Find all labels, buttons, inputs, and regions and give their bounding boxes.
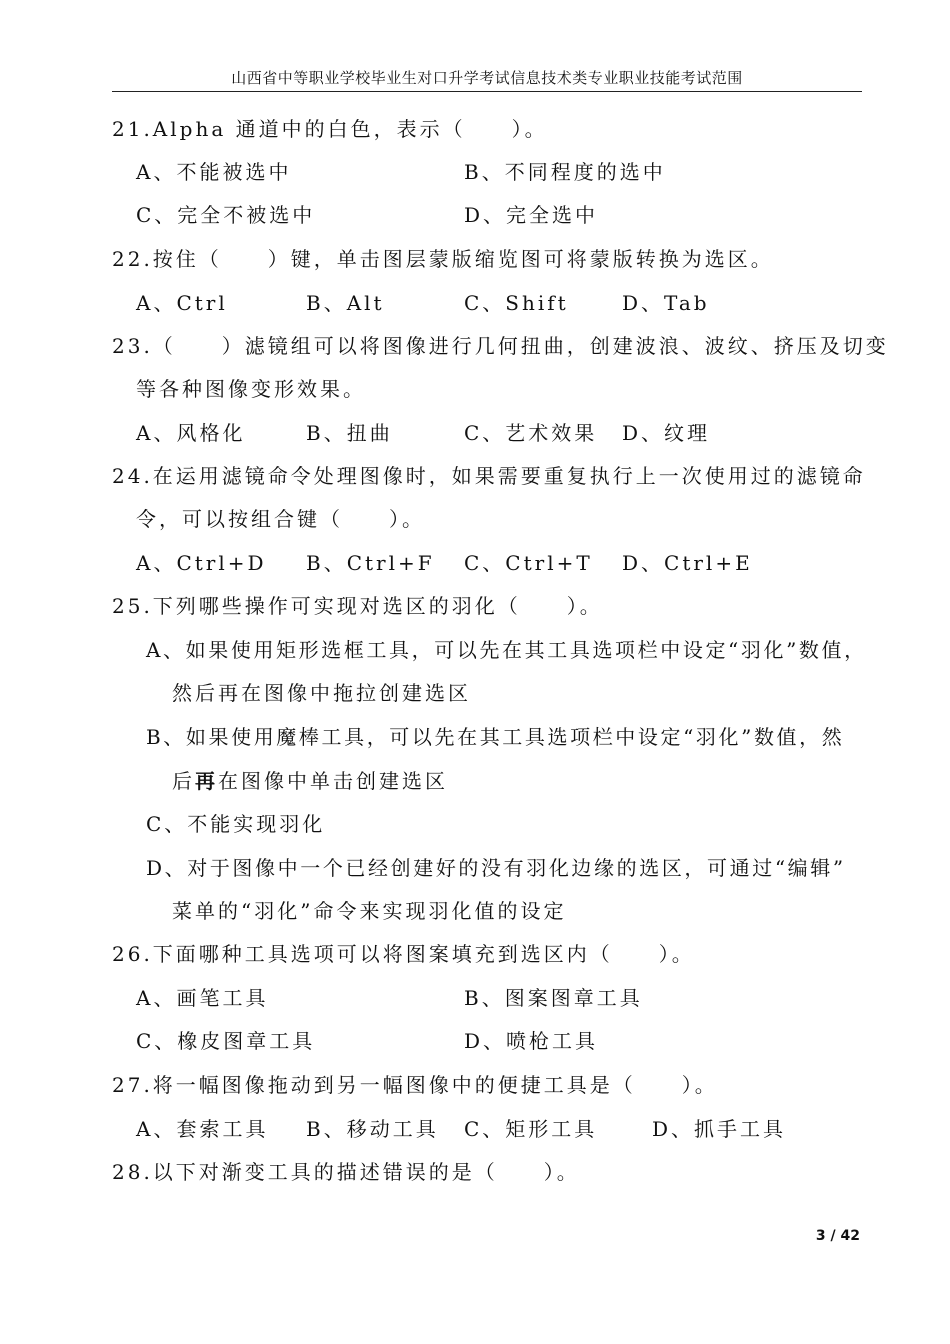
question-27-option-a: A、套索工具 [136, 1117, 269, 1141]
question-22-option-c: C、Shift [464, 291, 569, 315]
question-25-stem: 25.下列哪些操作可实现对选区的羽化（ ）。 [112, 594, 603, 618]
question-21-option-c: C、完全不被选中 [136, 203, 316, 227]
question-27-option-d: D、抓手工具 [652, 1117, 787, 1141]
question-26-option-b: B、图案图章工具 [464, 986, 643, 1010]
question-21-option-b: B、不同程度的选中 [464, 160, 666, 184]
option-b-text-pre: 后 [172, 769, 195, 793]
question-24-option-c: C、Ctrl+T [464, 551, 593, 575]
question-22-option-a: A、Ctrl [136, 291, 228, 315]
page-number: 3 / 42 [815, 1228, 860, 1244]
option-b-text-post: 在图像中单击创建选区 [218, 769, 448, 793]
question-27-stem: 27.将一幅图像拖动到另一幅图像中的便捷工具是（ ）。 [112, 1073, 718, 1097]
question-21-option-a: A、不能被选中 [136, 160, 292, 184]
page-header: 山西省中等职业学校毕业生对口升学考试信息技术类专业职业技能考试范围 [231, 69, 743, 87]
question-25-option-a: A、如果使用矩形选框工具，可以先在其工具选项栏中设定“羽化”数值， [146, 638, 867, 662]
question-22-option-b: B、Alt [306, 291, 385, 315]
question-22-stem: 22.按住（ ）键，单击图层蒙版缩览图可将蒙版转换为选区。 [112, 247, 774, 271]
question-27-option-b: B、移动工具 [306, 1117, 439, 1141]
question-24-stem-continuation: 令，可以按组合键（ ）。 [136, 507, 425, 531]
question-21-stem: 21.Alpha 通道中的白色，表示（ ）。 [112, 117, 548, 141]
question-26-option-c: C、橡皮图章工具 [136, 1029, 316, 1053]
question-25-option-d: D、对于图像中一个已经创建好的没有羽化边缘的选区，可通过“编辑” [146, 856, 846, 880]
question-25-option-c: C、不能实现羽化 [146, 812, 326, 836]
question-24-option-a: A、Ctrl+D [136, 551, 267, 575]
question-22-option-d: D、Tab [622, 291, 710, 315]
question-24-option-d: D、Ctrl+E [622, 551, 753, 575]
question-25-option-b: B、如果使用魔棒工具，可以先在其工具选项栏中设定“羽化”数值，然 [146, 725, 845, 749]
question-23-option-a: A、风格化 [136, 421, 246, 445]
question-26-stem: 26.下面哪种工具选项可以将图案填充到选区内（ ）。 [112, 942, 695, 966]
question-23-stem: 23.（ ）滤镜组可以将图像进行几何扭曲，创建波浪、波纹、挤压及切变 [112, 334, 889, 358]
question-25-option-b-continuation [172, 768, 448, 794]
question-25-option-d-continuation: 菜单的“羽化”命令来实现羽化值的设定 [172, 899, 567, 923]
question-23-option-d: D、纹理 [622, 421, 711, 445]
question-26-option-a: A、画笔工具 [136, 986, 269, 1010]
question-27-option-c: C、矩形工具 [464, 1117, 598, 1141]
question-24-stem: 24.在运用滤镜命令处理图像时，如果需要重复执行上一次使用过的滤镜命 [112, 464, 866, 488]
question-25-option-a-continuation: 然后再在图像中拖拉创建选区 [172, 681, 471, 705]
header-divider [112, 91, 862, 92]
question-23-option-b: B、扭曲 [306, 421, 393, 445]
option-b-text-bold: 再 [195, 769, 218, 793]
question-21-option-d: D、完全选中 [464, 203, 599, 227]
question-26-option-d: D、喷枪工具 [464, 1029, 599, 1053]
question-24-option-b: B、Ctrl+F [306, 551, 435, 575]
question-23-stem-continuation: 等各种图像变形效果。 [136, 377, 366, 401]
question-23-option-c: C、艺术效果 [464, 421, 598, 445]
question-28-stem: 28.以下对渐变工具的描述错误的是（ ）。 [112, 1160, 580, 1184]
